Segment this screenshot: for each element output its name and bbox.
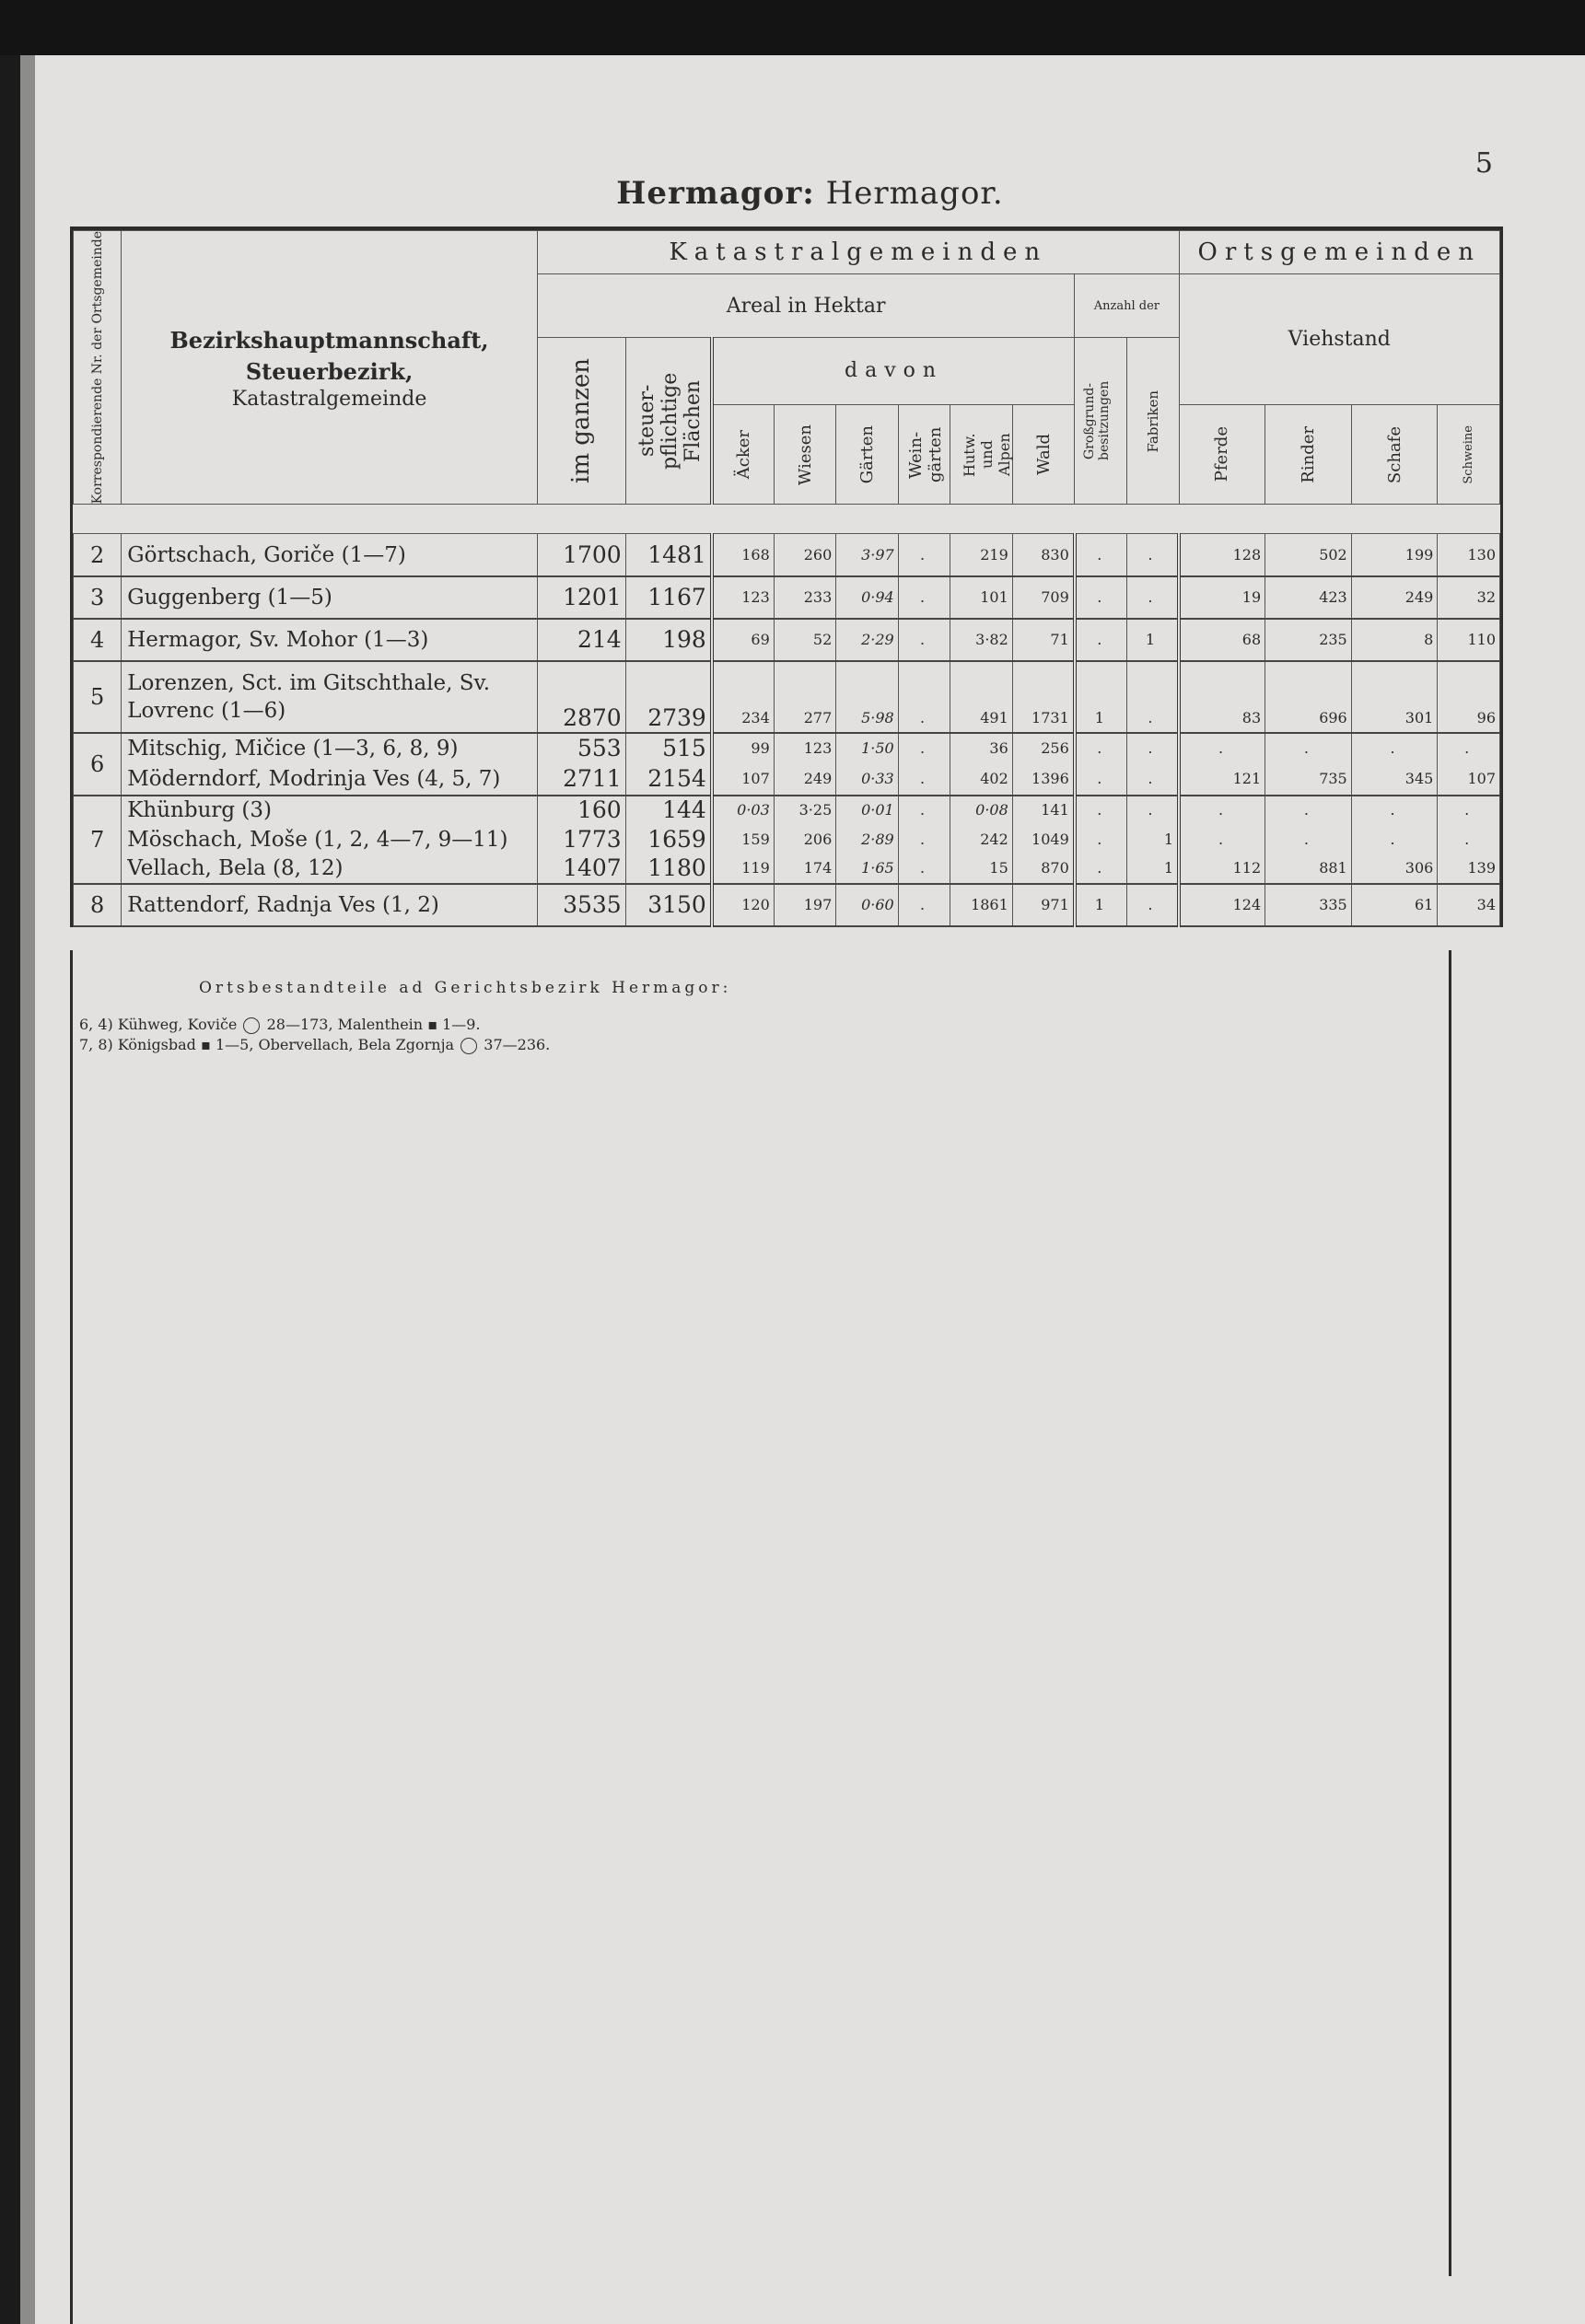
cell-wein: . bbox=[898, 534, 950, 576]
cell-wald: 256 bbox=[1012, 733, 1074, 764]
cell-schweine: . bbox=[1438, 796, 1500, 825]
cell-name: Lorenzen, Sct. im Gitschthale, Sv. Lovrenc (1—6) bbox=[122, 661, 538, 733]
cell-gross: . bbox=[1075, 796, 1127, 825]
cell-name: Vellach, Bela (8, 12) bbox=[122, 854, 538, 884]
page-title bbox=[35, 175, 1585, 212]
col-weingaerten: Wein-gärten bbox=[898, 404, 950, 505]
cell-gaerten: 0·01 bbox=[836, 796, 898, 825]
cell-wald: 1049 bbox=[1012, 825, 1074, 854]
cell-nr: 8 bbox=[74, 884, 122, 926]
cell-pferde: 112 bbox=[1179, 854, 1265, 884]
cell-fabr: . bbox=[1126, 733, 1179, 764]
cell-wald: 709 bbox=[1012, 576, 1074, 619]
col-grossgrund: Großgrund-besitzungen bbox=[1075, 338, 1127, 505]
cell-gaerten: 0·94 bbox=[836, 576, 898, 619]
cell-pferde: 83 bbox=[1179, 661, 1265, 733]
cell-gross: . bbox=[1075, 825, 1127, 854]
cell-acker: 0·03 bbox=[712, 796, 774, 825]
cell-schweine: . bbox=[1438, 733, 1500, 764]
cell-hutw: 402 bbox=[950, 764, 1012, 796]
cell-pferde: 19 bbox=[1179, 576, 1265, 619]
cell-hutw: 242 bbox=[950, 825, 1012, 854]
col-steuer: steuer-pflichtige Flächen bbox=[625, 338, 712, 505]
cell-schafe: 61 bbox=[1351, 884, 1438, 926]
cell-hutw: 219 bbox=[950, 534, 1012, 576]
cell-hutw: 0·08 bbox=[950, 796, 1012, 825]
col-hutweiden: Hutw. und Alpen bbox=[950, 404, 1012, 505]
cell-gross: 1 bbox=[1075, 884, 1127, 926]
cell-gaerten: 3·97 bbox=[836, 534, 898, 576]
cell-rinder: 735 bbox=[1265, 764, 1352, 796]
cell-gross: . bbox=[1075, 733, 1127, 764]
cell-hutw: 101 bbox=[950, 576, 1012, 619]
cell-ganzen: 1773 bbox=[537, 825, 625, 854]
cell-steuer: 198 bbox=[625, 619, 712, 661]
cell-gaerten: 1·65 bbox=[836, 854, 898, 884]
cell-gross: . bbox=[1075, 619, 1127, 661]
cell-wald: 71 bbox=[1012, 619, 1074, 661]
scan-border-top bbox=[0, 0, 1585, 55]
col-fabriken: Fabriken bbox=[1126, 338, 1179, 505]
cell-wein: . bbox=[898, 796, 950, 825]
cell-pferde: 128 bbox=[1179, 534, 1265, 576]
cell-steuer: 1180 bbox=[625, 854, 712, 884]
title-bold: Hermagor: bbox=[616, 175, 815, 212]
cell-gross: . bbox=[1075, 534, 1127, 576]
cell-rinder: 235 bbox=[1265, 619, 1352, 661]
cell-wein: . bbox=[898, 576, 950, 619]
cell-fabr: . bbox=[1126, 884, 1179, 926]
cell-schweine: . bbox=[1438, 825, 1500, 854]
cell-hutw: 36 bbox=[950, 733, 1012, 764]
cell-fabr: . bbox=[1126, 576, 1179, 619]
cell-wein: . bbox=[898, 884, 950, 926]
cell-wald: 1396 bbox=[1012, 764, 1074, 796]
cell-wein: . bbox=[898, 825, 950, 854]
col-gaerten: Gärten bbox=[836, 404, 898, 505]
cell-schweine: 130 bbox=[1438, 534, 1500, 576]
table-row bbox=[74, 534, 1500, 576]
cell-wiesen: 277 bbox=[774, 661, 835, 733]
bullet-icon: ▪ bbox=[201, 1036, 211, 1053]
cell-hutw: 15 bbox=[950, 854, 1012, 884]
cell-steuer: 1167 bbox=[625, 576, 712, 619]
cell-rinder: . bbox=[1265, 825, 1352, 854]
cell-schweine: 96 bbox=[1438, 661, 1500, 733]
cell-fabr: . bbox=[1126, 661, 1179, 733]
cell-ganzen: 553 bbox=[537, 733, 625, 764]
cell-acker: 123 bbox=[712, 576, 774, 619]
table-rule-right bbox=[1449, 950, 1451, 2276]
col-nr-header: Korrespondierende Nr. der Ortsgemeinde bbox=[74, 231, 122, 505]
davon-header: davon bbox=[712, 338, 1075, 405]
cell-wiesen: 206 bbox=[774, 825, 835, 854]
cell-fabr: . bbox=[1126, 796, 1179, 825]
anzahl-header: Anzahl der bbox=[1075, 274, 1179, 338]
cell-gaerten: 0·33 bbox=[836, 764, 898, 796]
cell-schafe: . bbox=[1351, 796, 1438, 825]
cell-steuer: 2154 bbox=[625, 764, 712, 796]
cell-schweine: 34 bbox=[1438, 884, 1500, 926]
cell-acker: 120 bbox=[712, 884, 774, 926]
cell-schweine: 139 bbox=[1438, 854, 1500, 884]
cell-acker: 107 bbox=[712, 764, 774, 796]
cell-gaerten: 5·98 bbox=[836, 661, 898, 733]
cell-wiesen: 260 bbox=[774, 534, 835, 576]
col-pferde: Pferde bbox=[1179, 404, 1265, 505]
col-ganzen: im ganzen bbox=[537, 338, 625, 505]
col-wiesen: Wiesen bbox=[774, 404, 835, 505]
cell-wald: 1731 bbox=[1012, 661, 1074, 733]
cell-schafe: 301 bbox=[1351, 661, 1438, 733]
cell-gaerten: 1·50 bbox=[836, 733, 898, 764]
cell-nr: 5 bbox=[74, 661, 122, 733]
cell-gaerten: 2·89 bbox=[836, 825, 898, 854]
cell-rinder: 696 bbox=[1265, 661, 1352, 733]
cell-steuer: 2739 bbox=[625, 661, 712, 733]
cell-acker: 69 bbox=[712, 619, 774, 661]
cell-rinder: 502 bbox=[1265, 534, 1352, 576]
footnotes bbox=[79, 978, 731, 1055]
table-row bbox=[74, 854, 1500, 884]
cell-rinder: 881 bbox=[1265, 854, 1352, 884]
page-number: 5 bbox=[1474, 147, 1493, 180]
cell-pferde: 124 bbox=[1179, 884, 1265, 926]
cell-acker: 234 bbox=[712, 661, 774, 733]
table-row bbox=[74, 796, 1500, 825]
scan-border-left bbox=[0, 55, 20, 2324]
cell-nr: 2 bbox=[74, 534, 122, 576]
cell-wald: 971 bbox=[1012, 884, 1074, 926]
table-row bbox=[74, 825, 1500, 854]
cell-acker: 119 bbox=[712, 854, 774, 884]
cell-schweine: 32 bbox=[1438, 576, 1500, 619]
cell-name: Möschach, Moše (1, 2, 4—7, 9—11) bbox=[122, 825, 538, 854]
cell-gross: . bbox=[1075, 854, 1127, 884]
table-rule-left bbox=[70, 950, 73, 2324]
table-row bbox=[74, 733, 1500, 764]
cell-rinder: . bbox=[1265, 796, 1352, 825]
cell-wald: 830 bbox=[1012, 534, 1074, 576]
viehstand-header: Viehstand bbox=[1179, 274, 1499, 405]
cell-wein: . bbox=[898, 854, 950, 884]
cell-schafe: 199 bbox=[1351, 534, 1438, 576]
cell-steuer: 1481 bbox=[625, 534, 712, 576]
table-row bbox=[74, 884, 1500, 926]
col-acker: Äcker bbox=[712, 404, 774, 505]
ortsgemeinden-header: Ortsgemeinden bbox=[1179, 231, 1499, 274]
cell-fabr: 1 bbox=[1126, 825, 1179, 854]
table-row bbox=[74, 661, 1500, 733]
cell-pferde: . bbox=[1179, 825, 1265, 854]
cell-acker: 168 bbox=[712, 534, 774, 576]
cell-name: Khünburg (3) bbox=[122, 796, 538, 825]
cell-nr: 4 bbox=[74, 619, 122, 661]
cell-fabr: . bbox=[1126, 764, 1179, 796]
table-row bbox=[74, 764, 1500, 796]
col-wald: Wald bbox=[1012, 404, 1074, 505]
cell-wiesen: 52 bbox=[774, 619, 835, 661]
cell-rinder: 423 bbox=[1265, 576, 1352, 619]
cell-acker: 99 bbox=[712, 733, 774, 764]
cell-steuer: 515 bbox=[625, 733, 712, 764]
cell-ganzen: 1407 bbox=[537, 854, 625, 884]
cell-wein: . bbox=[898, 661, 950, 733]
scan-border-left-gray bbox=[20, 55, 35, 2324]
cell-hutw: 3·82 bbox=[950, 619, 1012, 661]
circle-symbol-icon bbox=[243, 1017, 260, 1034]
document-page bbox=[35, 55, 1585, 2324]
cell-name: Guggenberg (1—5) bbox=[122, 576, 538, 619]
areal-header: Areal in Hektar bbox=[537, 274, 1074, 338]
cell-pferde: . bbox=[1179, 796, 1265, 825]
katastralgemeinden-header: Katastralgemeinden bbox=[537, 231, 1179, 274]
cell-hutw: 1861 bbox=[950, 884, 1012, 926]
cell-schafe: 249 bbox=[1351, 576, 1438, 619]
table-row bbox=[74, 576, 1500, 619]
cell-wiesen: 123 bbox=[774, 733, 835, 764]
cell-wiesen: 197 bbox=[774, 884, 835, 926]
col-rinder: Rinder bbox=[1265, 404, 1352, 505]
title-rest: Hermagor. bbox=[825, 175, 1004, 212]
cell-nr: 6 bbox=[74, 733, 122, 796]
statistics-table bbox=[70, 227, 1503, 927]
cell-ganzen: 2870 bbox=[537, 661, 625, 733]
cell-rinder: . bbox=[1265, 733, 1352, 764]
circle-symbol-icon bbox=[460, 1038, 477, 1054]
cell-hutw: 491 bbox=[950, 661, 1012, 733]
cell-schafe: . bbox=[1351, 733, 1438, 764]
col-schweine: Schweine bbox=[1438, 404, 1500, 505]
cell-wald: 870 bbox=[1012, 854, 1074, 884]
cell-schafe: 345 bbox=[1351, 764, 1438, 796]
cell-name: Görtschach, Goriče (1—7) bbox=[122, 534, 538, 576]
col-schafe: Schafe bbox=[1351, 404, 1438, 505]
cell-ganzen: 3535 bbox=[537, 884, 625, 926]
cell-schweine: 107 bbox=[1438, 764, 1500, 796]
cell-acker: 159 bbox=[712, 825, 774, 854]
cell-name: Rattendorf, Radnja Ves (1, 2) bbox=[122, 884, 538, 926]
cell-gross: . bbox=[1075, 576, 1127, 619]
cell-wiesen: 233 bbox=[774, 576, 835, 619]
cell-nr: 3 bbox=[74, 576, 122, 619]
cell-rinder: 335 bbox=[1265, 884, 1352, 926]
cell-ganzen: 1201 bbox=[537, 576, 625, 619]
cell-wiesen: 3·25 bbox=[774, 796, 835, 825]
cell-fabr: 1 bbox=[1126, 854, 1179, 884]
cell-pferde: 68 bbox=[1179, 619, 1265, 661]
cell-gaerten: 2·29 bbox=[836, 619, 898, 661]
cell-wiesen: 249 bbox=[774, 764, 835, 796]
cell-fabr: 1 bbox=[1126, 619, 1179, 661]
table-row bbox=[74, 619, 1500, 661]
cell-ganzen: 2711 bbox=[537, 764, 625, 796]
cell-schafe: . bbox=[1351, 825, 1438, 854]
cell-wein: . bbox=[898, 764, 950, 796]
cell-name: Hermagor, Sv. Mohor (1—3) bbox=[122, 619, 538, 661]
cell-nr: 7 bbox=[74, 796, 122, 884]
cell-steuer: 3150 bbox=[625, 884, 712, 926]
cell-schafe: 306 bbox=[1351, 854, 1438, 884]
footnote-line-2: 7, 8) Königsbad ▪ 1—5, Obervellach, Bela Zgornja 37—236. bbox=[79, 1036, 551, 1053]
cell-pferde: . bbox=[1179, 733, 1265, 764]
cell-name: Mitschig, Mičice (1—3, 6, 8, 9) bbox=[122, 733, 538, 764]
bullet-icon: ▪ bbox=[427, 1016, 438, 1033]
footnote-line-1: 6, 4) Kühweg, Koviče 28—173, Malenthein ▪ 1—9. bbox=[79, 1016, 481, 1033]
cell-gross: . bbox=[1075, 764, 1127, 796]
cell-gross: 1 bbox=[1075, 661, 1127, 733]
footnote-heading: Ortsbestandteile ad Gerichtsbezirk Hermagor: bbox=[199, 979, 732, 997]
cell-wein: . bbox=[898, 733, 950, 764]
cell-ganzen: 1700 bbox=[537, 534, 625, 576]
col-name-header: Bezirkshauptmannschaft, Steuerbezirk, Katastralgemeinde bbox=[122, 231, 538, 505]
cell-schafe: 8 bbox=[1351, 619, 1438, 661]
cell-steuer: 144 bbox=[625, 796, 712, 825]
cell-ganzen: 214 bbox=[537, 619, 625, 661]
cell-wald: 141 bbox=[1012, 796, 1074, 825]
cell-schweine: 110 bbox=[1438, 619, 1500, 661]
cell-gaerten: 0·60 bbox=[836, 884, 898, 926]
cell-wein: . bbox=[898, 619, 950, 661]
cell-pferde: 121 bbox=[1179, 764, 1265, 796]
cell-steuer: 1659 bbox=[625, 825, 712, 854]
cell-ganzen: 160 bbox=[537, 796, 625, 825]
cell-fabr: . bbox=[1126, 534, 1179, 576]
cell-wiesen: 174 bbox=[774, 854, 835, 884]
cell-name: Möderndorf, Modrinja Ves (4, 5, 7) bbox=[122, 764, 538, 796]
